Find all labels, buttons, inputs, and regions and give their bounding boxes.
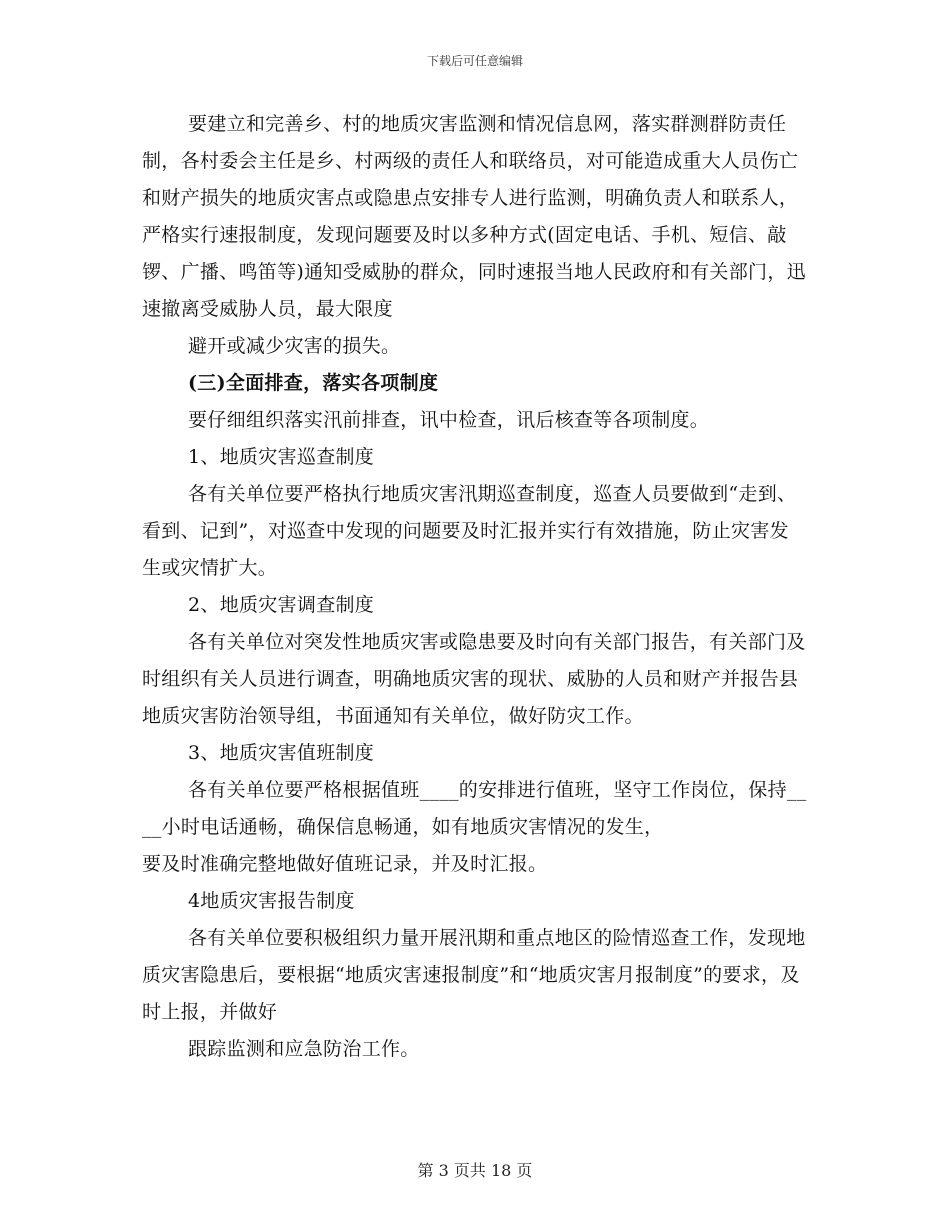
section-heading-inspection: (三)全面排查，落实各项制度 — [188, 372, 439, 394]
subheading-duty-system: 3、地质灾害值班制度 — [188, 742, 375, 764]
paragraph-duty-system: 各有关单位要严格根据值班____的安排进行值班，坚守工作岗位，保持____小时电话通畅，确保信息畅通，如有地质灾害情况的发生， — [142, 779, 807, 838]
paragraph-duty-continued: 要及时准确完整地做好值班记录，并及时汇报。 — [142, 853, 548, 875]
subheading-report-system: 4地质灾害报告制度 — [188, 890, 355, 912]
paragraph-monitoring-continued: 避开或减少灾害的损失。 — [188, 335, 401, 357]
paragraph-survey-system: 各有关单位对突发性地质灾害或隐患要及时向有关部门报告，有关部门及时组织有关人员进行调查，明确地质灾害的现状、威胁的人员和财产并报告县地质灾害防治领导组，书面通知有关单位，做好防灾工作。 — [142, 631, 806, 727]
document-body — [142, 106, 807, 1068]
subheading-survey-system: 2、地质灾害调查制度 — [188, 594, 375, 616]
paragraph-report-system: 各有关单位要积极组织力量开展汛期和重点地区的险情巡查工作，发现地质灾害隐患后，要根据“地质灾害速报制度”和“地质灾害月报制度”的要求，及时上报，并做好 — [142, 927, 806, 1023]
paragraph-inspection-intro: 要仔细组织落实汛前排查，讯中检查，讯后核查等各项制度。 — [188, 409, 710, 431]
paragraph-monitoring-network: 要建立和完善乡、村的地质灾害监测和情况信息网，落实群测群防责任制，各村委会主任是乡、村两级的责任人和联络员，对可能造成重大人员伤亡和财产损失的地质灾害点或隐患点安排专人进行监测，明确负责人和联系人，严格实行速报制度，发现问题要及时以多种方式(固定电话、手机、短信、敲锣、广播、鸣笛等)通知受威胁的群众，同时速报当地人民政府和有关部门，迅速撤离受威胁人员，最大限度 — [142, 113, 806, 320]
paragraph-report-continued: 跟踪监测和应急防治工作。 — [188, 1038, 420, 1060]
page-header: 下载后可任意编辑 — [426, 54, 523, 68]
subheading-patrol-system: 1、地质灾害巡查制度 — [188, 446, 375, 468]
paragraph-patrol-system: 各有关单位要严格执行地质灾害汛期巡查制度，巡查人员要做到“走到、看到、记到”，对巡查中发现的问题要及时汇报并实行有效措施，防止灾害发生或灾情扩大。 — [142, 483, 797, 579]
page-number: 第 3 页共 18 页 — [417, 1161, 533, 1180]
